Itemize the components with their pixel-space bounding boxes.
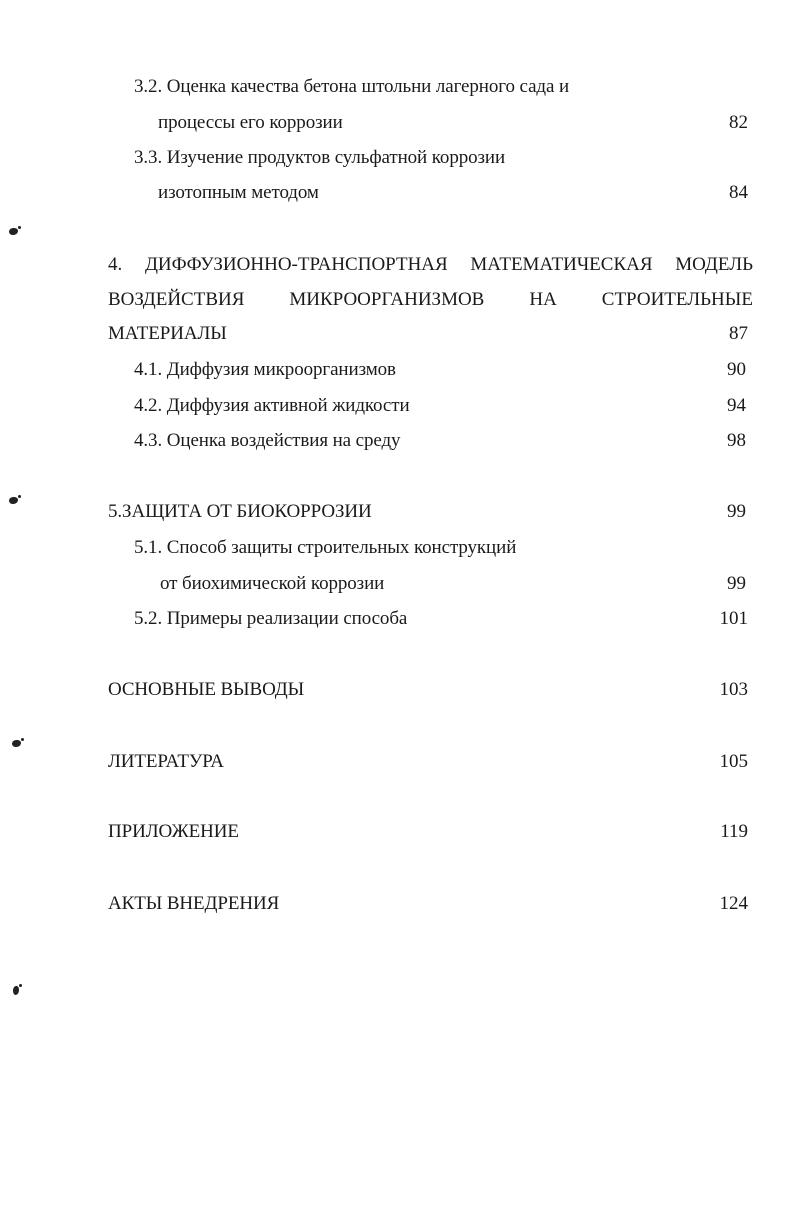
toc-5-1-line2: от биохимической коррозии (160, 573, 385, 594)
toc-ch4-word: МИКРООРГАНИЗМОВ (289, 289, 485, 310)
toc-acts-page: 124 (719, 893, 748, 914)
toc-ch4-word: ДИФФУЗИОННО-ТРАНСПОРТНАЯ (144, 254, 448, 275)
toc-appendix-page: 119 (720, 821, 748, 842)
toc-3-3-page: 84 (729, 182, 748, 203)
toc-3-2-line1: 3.2. Оценка качества бетона штольни лагерного сада и (134, 76, 570, 97)
toc-literature-page: 105 (719, 751, 748, 772)
toc-literature: ЛИТЕРАТУРА (108, 751, 224, 772)
toc-ch4-page: 87 (729, 323, 748, 344)
toc-3-2-line2: процессы его коррозии (158, 112, 343, 133)
toc-5-2: 5.2. Примеры реализации способа (134, 608, 408, 629)
scan-speck (9, 228, 18, 235)
toc-4-2-page: 94 (727, 395, 746, 416)
toc-4-2: 4.2. Диффузия активной жидкости (134, 395, 410, 416)
toc-3-3-line1: 3.3. Изучение продуктов сульфатной коррозии (134, 147, 506, 168)
toc-ch4-word: ВОЗДЕЙСТВИЯ (108, 289, 245, 310)
scan-speck (12, 740, 21, 747)
toc-conclusions: ОСНОВНЫЕ ВЫВОДЫ (108, 679, 305, 700)
toc-ch4-word: СТРОИТЕЛЬНЫЕ (601, 289, 753, 310)
toc-ch4-word: МАТЕМАТИЧЕСКАЯ (470, 254, 653, 275)
scan-speck (9, 497, 18, 504)
toc-4-3-page: 98 (727, 430, 746, 451)
toc-ch4-line1 (108, 253, 753, 277)
toc-ch4-line3: МАТЕРИАЛЫ (108, 323, 227, 344)
toc-ch4-word: МОДЕЛЬ (675, 254, 753, 275)
toc-ch4-line2 (108, 288, 753, 312)
toc-4-1: 4.1. Диффузия микроорганизмов (134, 359, 396, 380)
toc-conclusions-page: 103 (719, 679, 748, 700)
toc-5-1-line1: 5.1. Способ защиты строительных конструкций (134, 537, 517, 558)
toc-3-3-line2: изотопным методом (158, 182, 319, 203)
toc-appendix: ПРИЛОЖЕНИЕ (108, 821, 239, 842)
toc-4-3: 4.3. Оценка воздействия на среду (134, 430, 401, 451)
toc-ch5: 5.ЗАЩИТА ОТ БИОКОРРОЗИИ (108, 501, 372, 522)
toc-ch4-word: НА (529, 289, 557, 310)
scan-speck (13, 986, 19, 995)
toc-ch4-word: 4. (108, 254, 123, 275)
toc-5-2-page: 101 (719, 608, 748, 629)
toc-acts: АКТЫ ВНЕДРЕНИЯ (108, 893, 280, 914)
toc-4-1-page: 90 (727, 359, 746, 380)
toc-5-1-page: 99 (727, 573, 746, 594)
toc-3-2-page: 82 (729, 112, 748, 133)
toc-ch5-page: 99 (727, 501, 746, 522)
